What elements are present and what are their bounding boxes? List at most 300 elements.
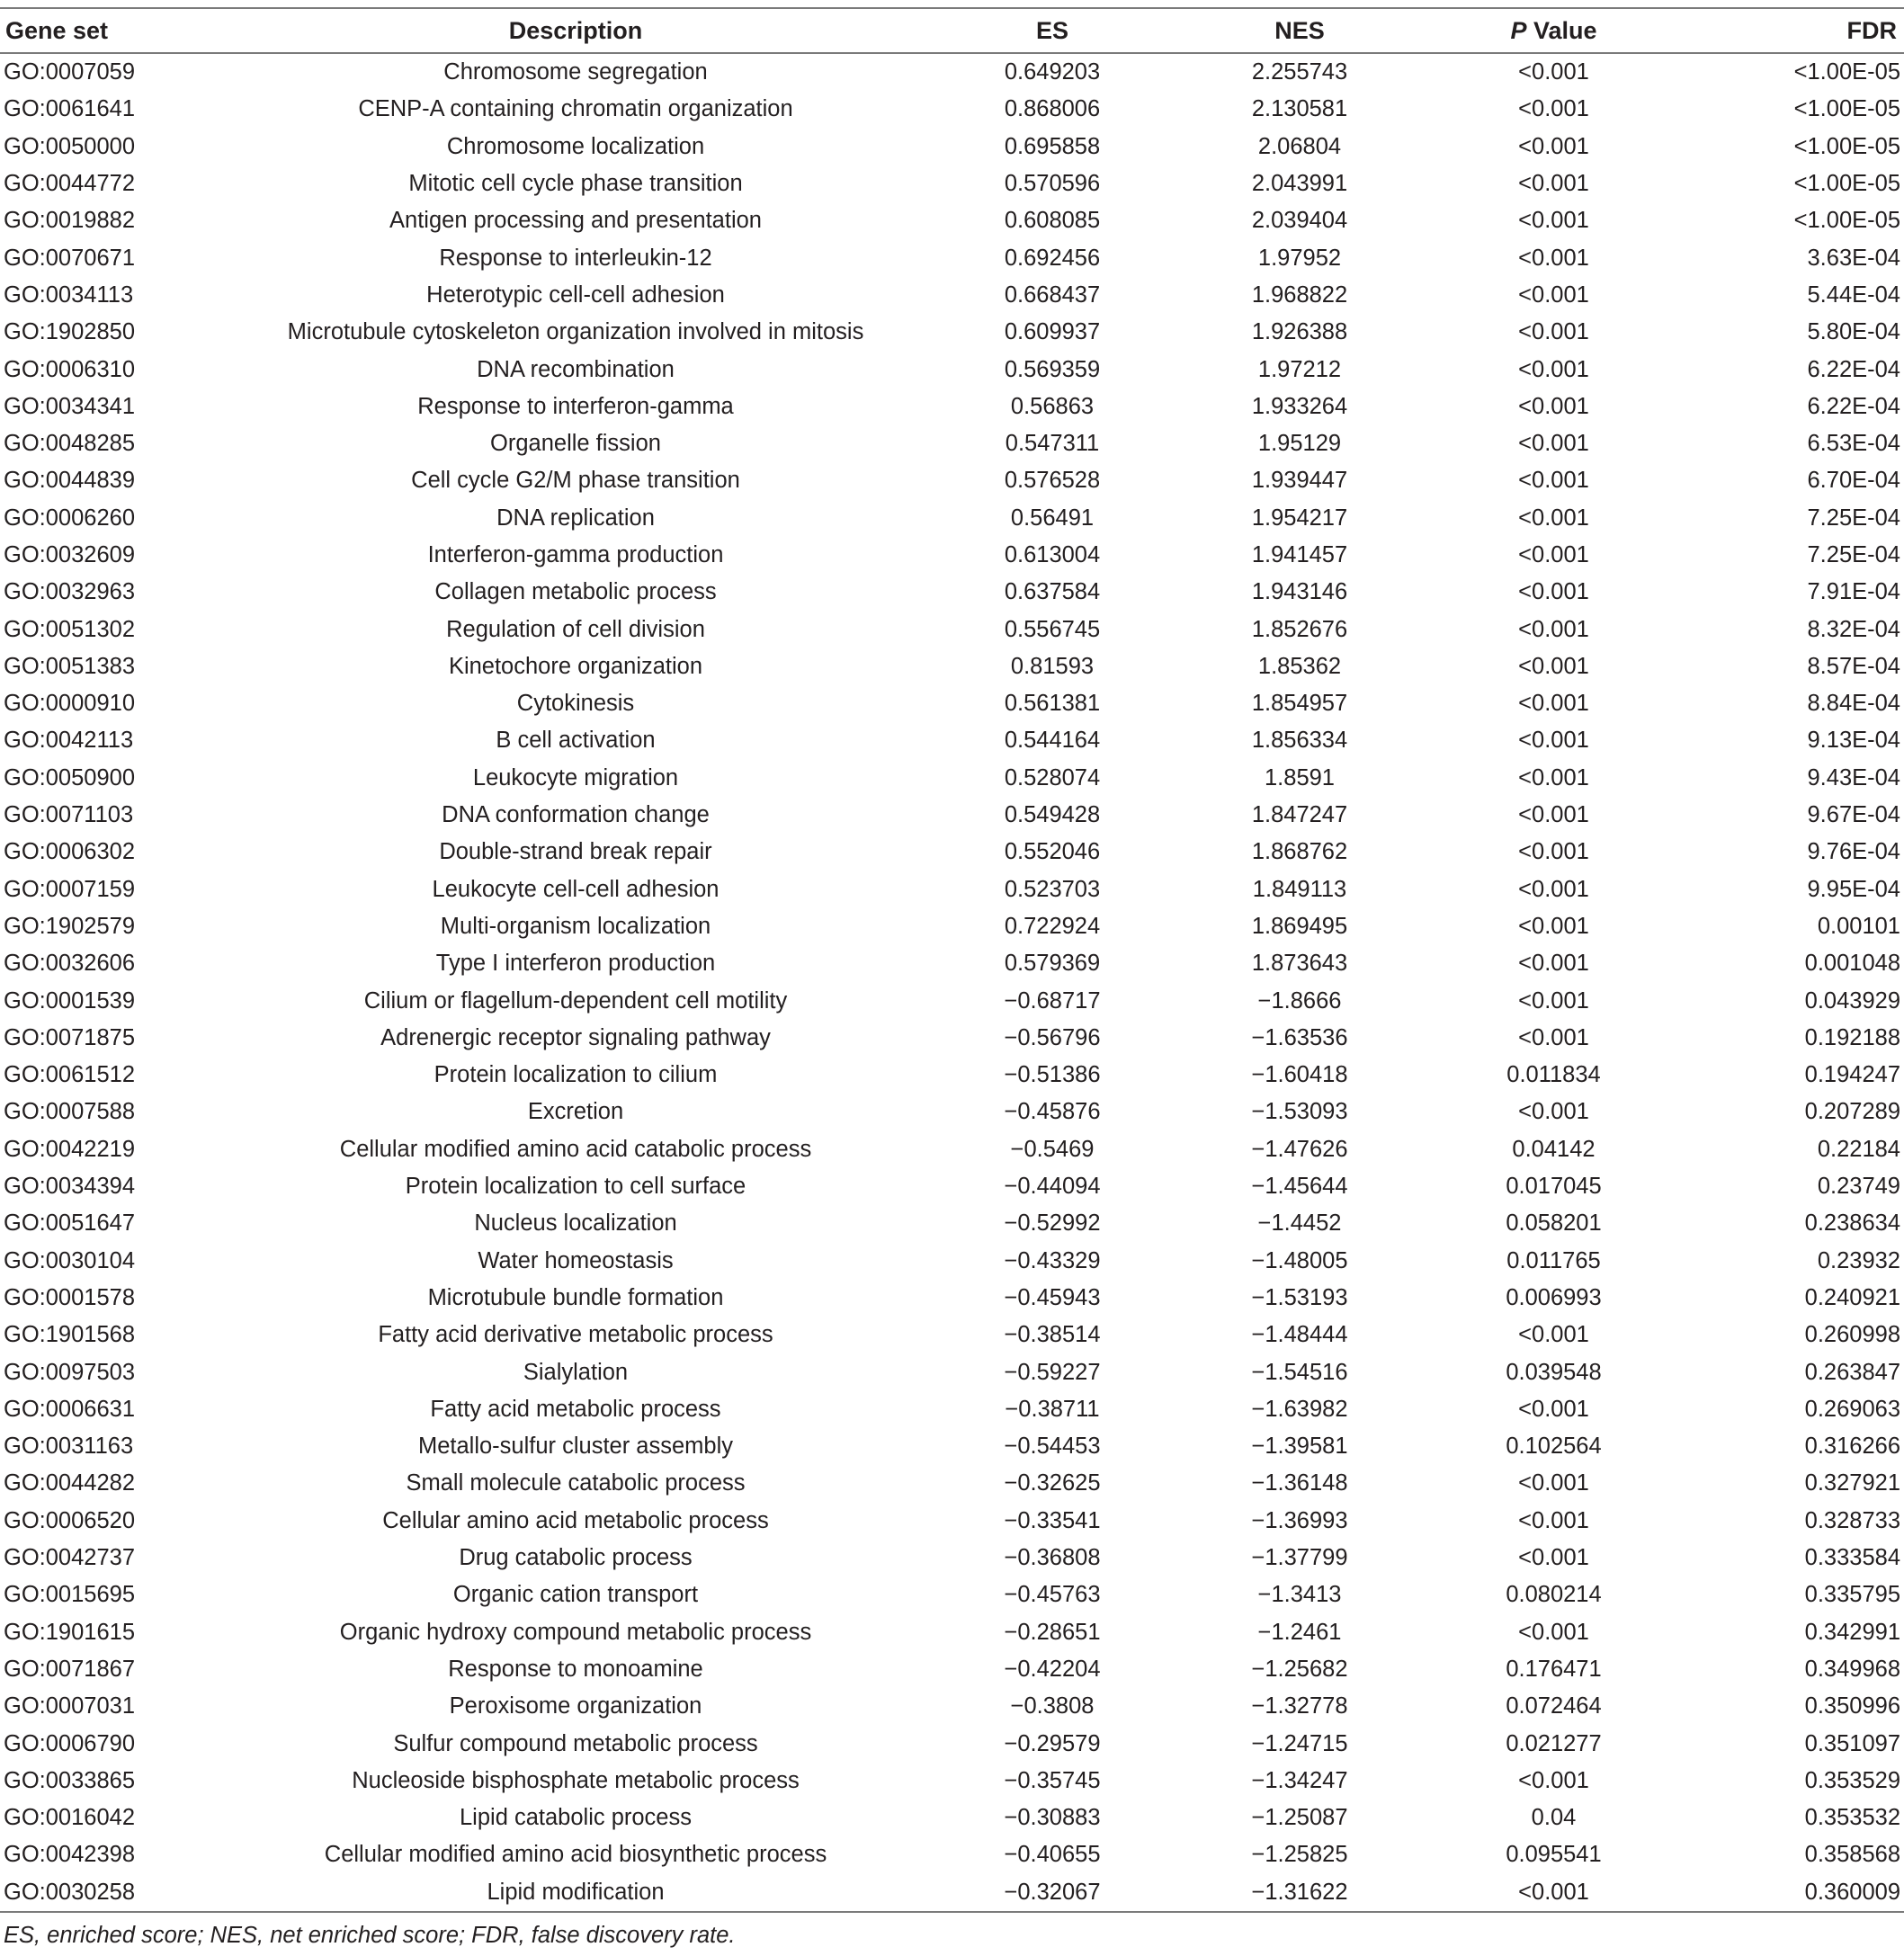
- cell-nes: −1.36148: [1251, 1470, 1348, 1496]
- cell-p-value: <0.001: [1518, 802, 1589, 828]
- cell-es: −0.33541: [1004, 1507, 1101, 1533]
- cell-p-value: 0.058201: [1506, 1210, 1602, 1237]
- cell-description: Water homeostasis: [478, 1247, 674, 1273]
- table-row: [0, 1317, 1904, 1353]
- table-row: [0, 908, 1904, 945]
- cell-nes: −1.47626: [1251, 1136, 1348, 1162]
- cell-es: 0.528074: [1004, 764, 1101, 790]
- cell-description: Protein localization to cell surface: [405, 1174, 746, 1200]
- cell-p-value: <0.001: [1518, 468, 1589, 494]
- cell-p-value: 0.021277: [1506, 1730, 1602, 1756]
- cell-p-value: <0.001: [1518, 319, 1589, 345]
- cell-description: Organelle fission: [490, 431, 661, 457]
- cell-es: −0.68717: [1004, 987, 1101, 1014]
- cell-p-value: <0.001: [1518, 1470, 1589, 1496]
- cell-description: Small molecule catabolic process: [406, 1470, 746, 1496]
- cell-es: −0.43329: [1004, 1247, 1101, 1273]
- cell-fdr: 8.32E-04: [1807, 616, 1900, 642]
- cell-p-value: 0.080214: [1506, 1582, 1602, 1608]
- cell-gene-set: GO:0007159: [4, 876, 136, 902]
- cell-fdr: <1.00E-05: [1793, 96, 1900, 122]
- cell-gene-set: GO:0061512: [4, 1062, 136, 1088]
- cell-nes: 1.849113: [1252, 876, 1347, 902]
- cell-p-value: <0.001: [1518, 245, 1589, 271]
- cell-gene-set: GO:1901615: [4, 1619, 136, 1645]
- cell-description: Collagen metabolic process: [434, 579, 717, 605]
- cell-description: Sialylation: [523, 1359, 629, 1385]
- table-row: [0, 982, 1904, 1019]
- cell-nes: 1.85362: [1257, 653, 1342, 679]
- cell-gene-set: GO:0034394: [4, 1174, 136, 1200]
- cell-es: −0.5469: [1010, 1136, 1095, 1162]
- cell-gene-set: GO:1902850: [4, 319, 136, 345]
- cell-gene-set: GO:0071867: [4, 1656, 136, 1682]
- table-row: [0, 1131, 1904, 1168]
- gsea-results-table: [0, 7, 1904, 1913]
- cell-nes: 2.043991: [1251, 171, 1348, 197]
- cell-description: Response to monoamine: [448, 1656, 703, 1682]
- cell-fdr: 0.23749: [1817, 1174, 1900, 1200]
- cell-p-value: <0.001: [1518, 1099, 1589, 1125]
- cell-fdr: 0.327921: [1804, 1470, 1900, 1496]
- cell-fdr: 7.25E-04: [1807, 542, 1900, 567]
- cell-gene-set: GO:0071103: [4, 802, 134, 828]
- cell-es: −0.28651: [1004, 1619, 1101, 1645]
- cell-p-value: <0.001: [1518, 764, 1589, 790]
- table-row: [0, 797, 1904, 834]
- cell-fdr: 0.238634: [1804, 1210, 1900, 1237]
- cell-es: 0.608085: [1004, 208, 1101, 234]
- cell-description: Peroxisome organization: [449, 1693, 702, 1719]
- cell-p-value: <0.001: [1430, 1874, 1677, 1912]
- cell-es: 0.668437: [1004, 281, 1101, 308]
- cell-gene-set: GO:0006631: [4, 1396, 136, 1422]
- cell-nes: −1.32778: [1251, 1693, 1348, 1719]
- cell-fdr: 0.207289: [1804, 1099, 1900, 1125]
- cell-nes: 1.8591: [1265, 764, 1335, 790]
- cell-p-value: 0.04: [1531, 1805, 1577, 1831]
- cell-gene-set: GO:0051302: [4, 616, 136, 642]
- cell-gene-set: GO:0006260: [4, 505, 136, 531]
- table-row: [0, 1465, 1904, 1502]
- cell-gene-set: GO:0000910: [4, 691, 136, 717]
- cell-p-value: <0.001: [1518, 59, 1589, 85]
- cell-es: 0.552046: [1004, 839, 1101, 865]
- cell-p-value: 0.011834: [1506, 1062, 1601, 1088]
- cell-description: Nucleoside bisphosphate metabolic process: [352, 1767, 800, 1793]
- cell-es: 0.692456: [1004, 245, 1101, 271]
- cell-fdr: 0.269063: [1804, 1396, 1900, 1422]
- cell-p-value: <0.001: [1518, 1024, 1589, 1050]
- cell-gene-set: GO:0032609: [4, 542, 136, 567]
- cell-description: Fatty acid derivative metabolic process: [378, 1322, 773, 1348]
- table-footnote: ES, enriched score; NES, net enriched score; FDR, false discovery rate.: [4, 1923, 736, 1948]
- cell-description: Microtubule bundle formation: [427, 1284, 724, 1310]
- cell-fdr: <1.00E-05: [1793, 133, 1900, 159]
- cell-description: Drug catabolic process: [459, 1545, 693, 1571]
- table-row: [0, 1540, 1904, 1576]
- cell-fdr: 0.192188: [1804, 1024, 1900, 1050]
- cell-es: 0.637584: [1004, 579, 1101, 605]
- cell-nes: 2.130581: [1251, 96, 1348, 122]
- cell-gene-set: GO:0048285: [4, 431, 136, 457]
- cell-fdr: <1.00E-05: [1793, 208, 1900, 234]
- cell-fdr: 7.25E-04: [1807, 505, 1900, 531]
- cell-fdr: 0.350996: [1804, 1693, 1900, 1719]
- cell-description: Microtubule cytoskeleton organization involved in mitosis: [287, 319, 864, 345]
- cell-gene-set: GO:0034341: [4, 393, 136, 419]
- cell-p-value: <0.001: [1518, 839, 1589, 865]
- cell-gene-set: GO:0050000: [4, 133, 136, 159]
- header-p-value: [1430, 8, 1677, 53]
- table-row: [0, 1688, 1904, 1725]
- cell-fdr: 0.043929: [1804, 987, 1900, 1014]
- cell-p-value: <0.001: [1518, 728, 1589, 754]
- cell-p-value: <0.001: [1518, 1507, 1589, 1533]
- cell-es: −0.3808: [1010, 1693, 1095, 1719]
- cell-es: −0.59227: [1004, 1359, 1101, 1385]
- table-row: [0, 202, 1904, 239]
- cell-gene-set: GO:0006790: [4, 1730, 136, 1756]
- cell-fdr: 3.63E-04: [1807, 245, 1900, 271]
- cell-es: −0.45876: [1004, 1099, 1101, 1125]
- cell-gene-set: GO:0034113: [4, 281, 134, 308]
- table-row: [0, 1428, 1904, 1465]
- cell-fdr: 0.260998: [1804, 1322, 1900, 1348]
- cell-es: 0.56491: [1010, 505, 1095, 531]
- cell-fdr: 5.80E-04: [1807, 319, 1900, 345]
- cell-gene-set: GO:0044839: [4, 468, 136, 494]
- cell-description: Leukocyte cell-cell adhesion: [432, 876, 720, 902]
- cell-nes: −1.25825: [1251, 1842, 1348, 1868]
- cell-es: −0.40655: [1004, 1842, 1101, 1868]
- table-row: [0, 1020, 1904, 1057]
- cell-description: Nucleus localization: [474, 1210, 677, 1237]
- cell-fdr: 0.353532: [1804, 1805, 1900, 1831]
- cell-es: 0.609937: [1004, 319, 1101, 345]
- cell-gene-set: GO:0042113: [4, 728, 134, 754]
- cell-description: Response to interleukin-12: [439, 245, 712, 271]
- cell-es: 0.81593: [1010, 653, 1095, 679]
- table-row: [0, 1836, 1904, 1873]
- cell-description: Cellular modified amino acid biosynthetic process: [324, 1842, 827, 1868]
- table-row: [0, 1243, 1904, 1280]
- cell-p-value: 0.072464: [1506, 1693, 1602, 1719]
- cell-gene-set: GO:0042219: [4, 1136, 136, 1162]
- cell-p-value: <0.001: [1518, 913, 1589, 939]
- cell-gene-set: GO:0019882: [4, 208, 136, 234]
- cell-fdr: 0.353529: [1804, 1767, 1900, 1793]
- cell-p-value: <0.001: [1518, 431, 1589, 457]
- cell-nes: 1.873643: [1251, 951, 1348, 977]
- cell-es: 0.523703: [1004, 876, 1101, 902]
- cell-nes: −1.63536: [1251, 1024, 1348, 1050]
- cell-nes: −1.25087: [1251, 1805, 1348, 1831]
- cell-p-value: 0.006993: [1506, 1284, 1602, 1310]
- cell-p-value: <0.001: [1518, 542, 1589, 567]
- cell-nes: 2.06804: [1257, 133, 1342, 159]
- cell-p-value: <0.001: [1518, 876, 1589, 902]
- cell-description: Cellular modified amino acid catabolic process: [339, 1136, 812, 1162]
- cell-p-value: <0.001: [1518, 281, 1589, 308]
- cell-fdr: 0.333584: [1804, 1545, 1900, 1571]
- table-row: [0, 945, 1904, 982]
- cell-es: −0.51386: [1004, 1062, 1101, 1088]
- cell-gene-set: GO:0031163: [4, 1434, 134, 1460]
- table-row: [0, 129, 1904, 165]
- cell-p-value: 0.102564: [1506, 1434, 1602, 1460]
- cell-nes: −1.36993: [1251, 1507, 1348, 1533]
- table-row: [0, 1503, 1904, 1540]
- cell-p-value: 0.011765: [1506, 1247, 1601, 1273]
- cell-es: −0.44094: [1004, 1174, 1101, 1200]
- cell-gene-set: GO:0007031: [4, 1693, 136, 1719]
- table-row: [0, 1353, 1904, 1390]
- cell-fdr: 9.76E-04: [1807, 839, 1900, 865]
- cell-gene-set: GO:0032606: [4, 951, 136, 977]
- cell-nes: −1.31622: [1169, 1874, 1430, 1912]
- cell-nes: 1.933264: [1251, 393, 1348, 419]
- cell-p-value: <0.001: [1518, 1396, 1589, 1422]
- cell-description: CENP-A containing chromatin organization: [358, 96, 793, 122]
- cell-nes: 1.95129: [1257, 431, 1342, 457]
- cell-es: −0.36808: [1004, 1545, 1101, 1571]
- cell-es: −0.32625: [1004, 1470, 1101, 1496]
- cell-p-value: <0.001: [1518, 1545, 1589, 1571]
- cell-p-value: <0.001: [1518, 1619, 1589, 1645]
- cell-description: DNA conformation change: [442, 802, 710, 828]
- cell-nes: −1.48005: [1251, 1247, 1348, 1273]
- table-row: [0, 314, 1904, 351]
- cell-fdr: 0.351097: [1804, 1730, 1900, 1756]
- cell-description: Cell cycle G2/M phase transition: [411, 468, 740, 494]
- table-row: [0, 574, 1904, 611]
- cell-gene-set: GO:0016042: [4, 1805, 136, 1831]
- table-row: [0, 462, 1904, 499]
- table-row: [0, 834, 1904, 871]
- cell-nes: 1.847247: [1251, 802, 1348, 828]
- cell-gene-set: GO:1901568: [4, 1322, 136, 1348]
- cell-es: −0.38514: [1004, 1322, 1101, 1348]
- cell-es: −0.42204: [1004, 1656, 1101, 1682]
- cell-es: −0.52992: [1004, 1210, 1101, 1237]
- cell-description: Lipid catabolic process: [460, 1805, 692, 1831]
- cell-gene-set: GO:0097503: [4, 1359, 136, 1385]
- cell-fdr: 0.263847: [1804, 1359, 1900, 1385]
- cell-description: Chromosome localization: [446, 133, 705, 159]
- cell-description: Response to interferon-gamma: [417, 393, 734, 419]
- cell-p-value: <0.001: [1518, 133, 1589, 159]
- cell-fdr: <1.00E-05: [1793, 171, 1900, 197]
- cell-nes: 2.255743: [1251, 59, 1348, 85]
- cell-p-value: 0.039548: [1506, 1359, 1602, 1385]
- cell-fdr: <1.00E-05: [1793, 59, 1900, 85]
- cell-nes: −1.3413: [1257, 1582, 1342, 1608]
- table-row: [0, 1094, 1904, 1130]
- cell-p-value: 0.04142: [1512, 1136, 1596, 1162]
- table-row: [0, 1800, 1904, 1836]
- cell-nes: 1.968822: [1251, 281, 1348, 308]
- cell-fdr: 0.316266: [1804, 1434, 1900, 1460]
- cell-es: −0.45943: [1004, 1284, 1101, 1310]
- table-row: [0, 425, 1904, 462]
- cell-nes: −1.60418: [1251, 1062, 1348, 1088]
- cell-fdr: 8.57E-04: [1807, 653, 1900, 679]
- cell-es: 0.547311: [1005, 431, 1100, 457]
- cell-es: 0.868006: [1004, 96, 1101, 122]
- cell-gene-set: GO:1902579: [4, 913, 136, 939]
- cell-description: Excretion: [527, 1099, 624, 1125]
- table-row: [0, 1763, 1904, 1800]
- cell-fdr: 0.342991: [1804, 1619, 1900, 1645]
- cell-fdr: 9.95E-04: [1807, 876, 1900, 902]
- table-row: [0, 1280, 1904, 1317]
- cell-es: 0.556745: [1004, 616, 1101, 642]
- table-row: [0, 165, 1904, 202]
- cell-p-value: <0.001: [1518, 356, 1589, 382]
- cell-gene-set: GO:0051647: [4, 1210, 136, 1237]
- table-row: [0, 1725, 1904, 1762]
- cell-es: 0.570596: [1004, 171, 1101, 197]
- table-row: [0, 1168, 1904, 1205]
- cell-fdr: 0.360009: [1677, 1874, 1904, 1912]
- cell-fdr: 0.240921: [1804, 1284, 1900, 1310]
- cell-fdr: 0.001048: [1804, 951, 1900, 977]
- cell-description: Type I interferon production: [435, 951, 716, 977]
- cell-fdr: 6.22E-04: [1807, 393, 1900, 419]
- table-row: [0, 1613, 1904, 1650]
- cell-fdr: 0.00101: [1817, 913, 1900, 939]
- cell-gene-set: GO:0071875: [4, 1024, 136, 1050]
- cell-es: −0.35745: [1004, 1767, 1101, 1793]
- cell-p-value: <0.001: [1518, 579, 1589, 605]
- cell-description: Cytokinesis: [516, 691, 635, 717]
- cell-es: 0.649203: [1004, 59, 1101, 85]
- cell-p-value: <0.001: [1518, 1767, 1589, 1793]
- cell-nes: −1.25682: [1251, 1656, 1348, 1682]
- cell-p-value: 0.095541: [1506, 1842, 1602, 1868]
- cell-gene-set: GO:0061641: [4, 96, 136, 122]
- table-header-row: [0, 8, 1904, 53]
- cell-description: Organic hydroxy compound metabolic process: [339, 1619, 812, 1645]
- cell-gene-set: GO:0030104: [4, 1247, 136, 1273]
- cell-fdr: 9.13E-04: [1807, 728, 1900, 754]
- cell-p-value: <0.001: [1518, 616, 1589, 642]
- cell-es: 0.576528: [1004, 468, 1101, 494]
- table-row: [0, 1651, 1904, 1688]
- header-description: Description: [216, 8, 935, 53]
- cell-fdr: 0.23932: [1817, 1247, 1900, 1273]
- cell-gene-set: GO:0033865: [4, 1767, 136, 1793]
- cell-nes: −1.54516: [1251, 1359, 1348, 1385]
- cell-description: Mitotic cell cycle phase transition: [408, 171, 743, 197]
- table-row: [0, 389, 1904, 425]
- cell-nes: 1.856334: [1251, 728, 1348, 754]
- cell-fdr: 0.194247: [1804, 1062, 1900, 1088]
- cell-gene-set: GO:0001578: [4, 1284, 136, 1310]
- cell-es: −0.29579: [1004, 1730, 1101, 1756]
- cell-description: Cellular amino acid metabolic process: [382, 1507, 769, 1533]
- cell-gene-set: GO:0030258: [0, 1874, 216, 1912]
- cell-nes: −1.48444: [1251, 1322, 1348, 1348]
- cell-nes: −1.34247: [1251, 1767, 1348, 1793]
- table-row: [0, 1576, 1904, 1613]
- cell-nes: 1.939447: [1251, 468, 1348, 494]
- cell-p-value: 0.176471: [1506, 1656, 1602, 1682]
- cell-gene-set: GO:0007588: [4, 1099, 136, 1125]
- cell-description: Interferon-gamma production: [427, 542, 724, 567]
- cell-p-value: <0.001: [1518, 987, 1589, 1014]
- cell-p-value: <0.001: [1518, 393, 1589, 419]
- header-fdr: FDR: [1677, 8, 1904, 53]
- cell-nes: 1.852676: [1251, 616, 1348, 642]
- cell-nes: −1.53193: [1251, 1284, 1348, 1310]
- cell-p-value: <0.001: [1518, 505, 1589, 531]
- cell-nes: −1.39581: [1251, 1434, 1348, 1460]
- header-p-suffix: Value: [1526, 16, 1597, 44]
- cell-gene-set: GO:0032963: [4, 579, 136, 605]
- cell-gene-set: GO:0044282: [4, 1470, 136, 1496]
- cell-description: DNA recombination: [477, 356, 675, 382]
- cell-description: DNA replication: [496, 505, 655, 531]
- cell-gene-set: GO:0006302: [4, 839, 136, 865]
- cell-description: Cilium or flagellum-dependent cell motility: [363, 987, 788, 1014]
- cell-nes: 1.869495: [1251, 913, 1348, 939]
- cell-fdr: 0.358568: [1804, 1842, 1900, 1868]
- cell-description: Kinetochore organization: [448, 653, 703, 679]
- cell-es: 0.613004: [1004, 542, 1101, 567]
- cell-gene-set: GO:0070671: [4, 245, 136, 271]
- cell-description: Antigen processing and presentation: [389, 208, 762, 234]
- table-row: [0, 53, 1904, 91]
- cell-description: Sulfur compound metabolic process: [393, 1730, 758, 1756]
- cell-gene-set: GO:0042398: [4, 1842, 136, 1868]
- cell-nes: −1.8666: [1257, 987, 1342, 1014]
- cell-gene-set: GO:0015695: [4, 1582, 136, 1608]
- cell-description: Double-strand break repair: [439, 839, 712, 865]
- cell-fdr: 0.349968: [1804, 1656, 1900, 1682]
- cell-gene-set: GO:0044772: [4, 171, 136, 197]
- cell-nes: −1.24715: [1251, 1730, 1348, 1756]
- cell-nes: −1.37799: [1251, 1545, 1348, 1571]
- table-row: [0, 871, 1904, 908]
- cell-description: B cell activation: [496, 728, 656, 754]
- cell-nes: 1.97212: [1257, 356, 1342, 382]
- cell-es: −0.45763: [1004, 1582, 1101, 1608]
- cell-p-value: <0.001: [1518, 208, 1589, 234]
- cell-es: −0.30883: [1004, 1805, 1101, 1831]
- cell-fdr: 6.22E-04: [1807, 356, 1900, 382]
- cell-fdr: 9.67E-04: [1807, 802, 1900, 828]
- cell-es: 0.56863: [1010, 393, 1095, 419]
- table-body: [0, 53, 1904, 1912]
- table-row: [0, 685, 1904, 722]
- cell-es: 0.722924: [1004, 913, 1101, 939]
- cell-gene-set: GO:0050900: [4, 764, 136, 790]
- cell-nes: 1.941457: [1251, 542, 1348, 567]
- cell-fdr: 7.91E-04: [1807, 579, 1900, 605]
- cell-p-value: <0.001: [1518, 171, 1589, 197]
- cell-es: 0.549428: [1004, 802, 1101, 828]
- cell-fdr: 6.53E-04: [1807, 431, 1900, 457]
- cell-fdr: 8.84E-04: [1807, 691, 1900, 717]
- cell-p-value: <0.001: [1518, 96, 1589, 122]
- table-row: [0, 1205, 1904, 1242]
- cell-fdr: 0.22184: [1817, 1136, 1900, 1162]
- table-row: [0, 611, 1904, 648]
- cell-gene-set: GO:0042737: [4, 1545, 136, 1571]
- table-row: [0, 351, 1904, 388]
